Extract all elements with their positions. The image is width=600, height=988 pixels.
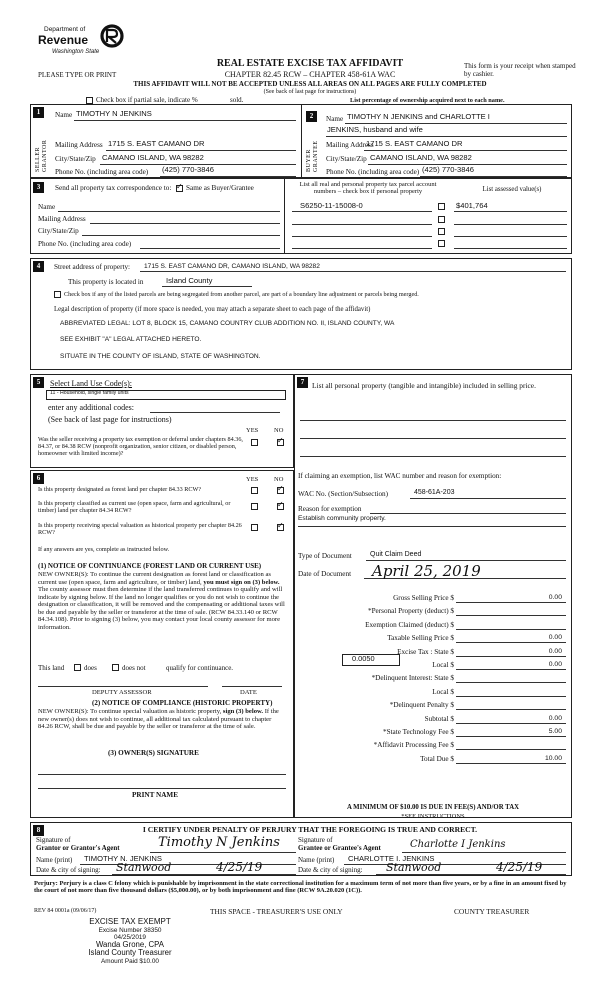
tax-row-value[interactable]: 10.00 — [544, 754, 562, 762]
wac-label: WAC No. (Section/Subsection) — [298, 490, 389, 498]
segregate-label: Check box if any of the listed parcels are being segregated from another parcel, are part of a boundary line adjustment or parcels being merged. — [64, 291, 419, 298]
print-name-label: PRINT NAME — [132, 791, 178, 799]
seller-name: TIMOTHY N JENKINS — [76, 109, 152, 118]
land-does-not-label: does not — [122, 664, 146, 672]
buyer-city-label: City/State/Zip — [326, 155, 367, 163]
owner-signature-label: (3) OWNER(S) SIGNATURE — [108, 749, 199, 757]
s3-phone-line — [140, 248, 280, 249]
forest-no-checkbox[interactable] — [277, 487, 284, 494]
buyer-addr-line — [364, 150, 567, 151]
reason-line-2 — [298, 526, 566, 527]
seller-city-label: City/State/Zip — [55, 155, 96, 163]
section-7-number: 7 — [297, 377, 308, 388]
current-use-no-checkbox[interactable] — [277, 503, 284, 510]
street-line — [140, 271, 566, 272]
county: Island County — [166, 276, 213, 285]
reason-label: Reason for exemption — [298, 505, 362, 513]
deputy-date-label: DATE — [240, 689, 257, 696]
grantor-name-label: Name (print) — [36, 856, 73, 864]
tax-row-label: Taxable Selling Price $ — [387, 634, 454, 643]
parcel-line-3 — [292, 236, 432, 237]
tax-row-line — [456, 629, 566, 630]
personal-property-line-1 — [300, 420, 566, 421]
grantor-sig-line — [150, 852, 296, 853]
form-warning: THIS AFFIDAVIT WILL NOT BE ACCEPTED UNLESS ALL AREAS ON ALL PAGES ARE FULLY COMPLETED — [133, 80, 487, 88]
section-2-number: 2 — [306, 111, 317, 122]
personal-property-checkbox-1[interactable] — [438, 203, 445, 210]
parcel-line-1 — [292, 211, 432, 212]
s5-no-header: NO — [274, 427, 284, 434]
logo-line3: Washington State — [52, 49, 100, 55]
send-correspondence-label: Send all property tax correspondence to: — [55, 184, 172, 192]
certify-statement: I CERTIFY UNDER PENALTY OF PERJURY THAT THE FOREGOING IS TRUE AND CORRECT. — [142, 825, 478, 834]
exemption-question: Was the seller receiving a property tax exemption or deferral under chapters 84.36, 84.37, or 84.38 RCW (nonprofit organization, senior citizen, or disabled person, homeowner with limited income)? — [38, 436, 243, 458]
personal-property-line-3 — [300, 456, 566, 457]
stamp-line-2: Excise Number 38350 — [98, 926, 162, 934]
doc-date: April 25, 2019 — [372, 562, 481, 580]
stamp-line-3: 04/25/2019 — [114, 933, 146, 941]
tax-row-line — [456, 602, 566, 603]
tax-row-label: *Delinquent Penalty $ — [389, 701, 454, 710]
buyer-name-line2 — [326, 136, 567, 137]
current-use-yes-checkbox[interactable] — [251, 503, 258, 510]
grantee-sig-line — [402, 852, 566, 853]
partial-sale-label: Check box if partial sale, indicate % — [96, 96, 198, 104]
department-logo — [38, 24, 130, 64]
buyer-name-1: TIMOTHY N JENKINS and CHARLOTTE I — [347, 112, 490, 121]
print-name-line — [38, 788, 286, 789]
tax-row-label: *Delinquent Interest: State $ — [371, 674, 454, 683]
grantor-name: TIMOTHY N. JENKINS — [84, 854, 162, 863]
exemption-intro: If claiming an exemption, list WAC number and reason for exemption: — [298, 472, 502, 480]
if-yes-note: If any answers are yes, complete as instructed below. — [38, 546, 170, 553]
assessed-header: List assessed value(s) — [482, 186, 542, 193]
seller-phone: (425) 770-3846 — [162, 165, 214, 174]
s5-yes-header: YES — [246, 427, 259, 434]
tax-row-line — [456, 736, 566, 737]
tax-row-label: *State Technology Fee $ — [382, 728, 454, 736]
notice-continuance-text — [38, 571, 288, 632]
grantee-city: Stanwood — [386, 861, 442, 874]
parcel-line-2 — [292, 224, 432, 225]
ownership-note: List percentage of ownership acquired next to each name. — [350, 97, 505, 104]
deputy-line — [38, 686, 208, 687]
buyer-name-label: Name — [326, 115, 344, 123]
tax-row-label: Local $ — [432, 687, 454, 696]
grantee-name-label: Name (print) — [298, 856, 335, 864]
section-1-number: 1 — [33, 107, 44, 118]
seller-addr-label: Mailing Address — [55, 141, 103, 149]
land-does-label: does — [84, 664, 97, 672]
grantee-signature: Charlotte I Jenkins — [410, 839, 506, 850]
tax-row-line — [456, 723, 566, 724]
tax-row-value[interactable]: 0.00 — [548, 647, 562, 655]
tax-row-value[interactable]: 0.00 — [548, 714, 562, 722]
assessed-value: $401,764 — [456, 201, 488, 210]
legal-line-1: ABBREVIATED LEGAL: LOT 8, BLOCK 15, CAMANO COUNTRY CLUB ADDITION NO. II, ISLAND COUNTY, WA — [60, 320, 395, 327]
this-land-label: This land — [38, 664, 65, 672]
personal-property-label: List all personal property (tangible and intangible) included in selling price. — [312, 381, 536, 390]
grantor-date-label: Date & city of signing: — [36, 866, 101, 874]
legal-line-2: SEE EXHIBIT "A" LEGAL ATTACHED HERETO. — [60, 336, 202, 343]
seller-side-label: SELLER GRANTOR — [35, 139, 48, 172]
tax-row-line — [456, 749, 566, 750]
revenue-logo-icon — [100, 24, 124, 48]
assessed-line-1 — [454, 211, 567, 212]
land-does-checkbox[interactable] — [74, 664, 81, 671]
buyer-address: 1715 S. EAST CAMANO DR — [366, 139, 463, 148]
please-type: PLEASE TYPE OR PRINT — [38, 71, 117, 79]
rev-number: REV 84 0001a (09/06/17) — [34, 908, 97, 914]
notice-compliance-c: If the new owner(s) does not wish to continue, all additional tax calculated pursuant to chapter 84.26 RCW, shall be due and payable by the seller or transferor at the time of sale. — [38, 708, 279, 731]
tax-row-line — [456, 696, 566, 697]
s5-see-back: (See back of last page for instructions) — [48, 415, 172, 424]
legal-line-3: SITUATE IN THE COUNTY OF ISLAND, STATE OF WASHINGTON. — [60, 353, 261, 360]
tax-row-line — [456, 642, 566, 643]
s3-city-line — [82, 235, 280, 236]
grantor-city: Stanwood — [116, 861, 172, 874]
notice-continuance-a: NEW OWNER(S): To continue the current designation as forest land or classification as current use (open space, farm and agriculture, or timber) land, — [38, 571, 271, 586]
county-treasurer: COUNTY TREASURER — [454, 907, 530, 916]
tax-row-label: Total Due $ — [420, 754, 454, 763]
notice-compliance-a: NEW OWNER(S): To continue special valuation as historic property, — [38, 708, 222, 715]
grantor-sig-label-b: Grantor or Grantor's Agent — [36, 844, 120, 852]
deputy-label: DEPUTY ASSESSOR — [92, 689, 152, 696]
tax-row-line — [456, 656, 566, 657]
wac-number: 458-61A-203 — [414, 489, 455, 496]
doc-type-line — [366, 560, 566, 561]
grantor-date: 4/25/19 — [216, 860, 263, 874]
doc-type: Quit Claim Deed — [370, 551, 422, 558]
section-3-divider — [284, 178, 285, 254]
notice-compliance-title: (2) NOTICE OF COMPLIANCE (HISTORIC PROPERTY) — [92, 699, 273, 707]
street-label: Street address of property: — [54, 263, 131, 271]
forest-yes-checkbox[interactable] — [251, 487, 258, 494]
legal-label: Legal description of property (if more space is needed, you may attach a separate sheet to each page of the affidavit) — [54, 306, 371, 313]
section-8-number: 8 — [33, 825, 44, 836]
parcel-number: S6250-11-15008-0 — [300, 201, 363, 210]
exemption-yes-checkbox[interactable] — [251, 439, 258, 446]
personal-property-checkbox-3[interactable] — [438, 228, 445, 235]
parcel-line-4 — [292, 248, 432, 249]
buyer-phone-label: Phone No. (including area code) — [326, 168, 420, 176]
notice-continuance-c: The county assessor must then determine if the land transferred continues to qualify and will indicate by signing below. If the land no longer qualifies or you do not wish to continue the designation or classification, it will be removed and the compensating or additional taxes will be due and payable by the seller or transferor at the time of sale. (RCW 84.33.140 or RCW 84.34.108). Prior to signing (3) below, you may contact your local county assessor for more information. — [38, 586, 285, 632]
exemption-no-checkbox[interactable] — [277, 439, 284, 446]
section-5-number: 5 — [33, 377, 44, 388]
historic-yes-checkbox[interactable] — [251, 524, 258, 531]
tax-row-label: Local $ — [432, 661, 454, 669]
seller-addr-line — [106, 150, 296, 151]
qualify-label: qualify for continuance. — [166, 664, 234, 672]
s3-addr-line — [90, 223, 280, 224]
seller-phone-label: Phone No. (including area code) — [55, 168, 149, 176]
s3-city-label: City/State/Zip — [38, 227, 79, 235]
buyer-side-label: BUYER GRANTEE — [306, 140, 319, 172]
tax-row-value[interactable]: 5.00 — [548, 728, 562, 735]
buyer-phone: (425) 770-3846 — [422, 165, 474, 174]
notice-compliance-text — [38, 708, 286, 731]
land-does-not-checkbox[interactable] — [112, 664, 119, 671]
s3-name-line — [58, 211, 280, 212]
logo-line2: Revenue — [38, 33, 89, 47]
tax-row-label: Gross Selling Price $ — [393, 594, 454, 602]
sold-label: sold. — [230, 96, 244, 104]
tax-row-value[interactable]: 0.00 — [548, 594, 562, 601]
tax-row-label: *Personal Property (deduct) $ — [367, 607, 454, 616]
segregate-checkbox[interactable] — [54, 291, 61, 298]
seller-name-label: Name — [55, 111, 73, 119]
same-as-buyer-label: Same as Buyer/Grantee — [186, 184, 254, 192]
s3-name-label: Name — [38, 203, 56, 211]
historic-no-checkbox[interactable] — [277, 524, 284, 531]
grantee-sig-label-b: Grantee or Grantee's Agent — [298, 844, 381, 852]
receipt-note: This form is your receipt when stamped by cashier. — [464, 62, 576, 79]
reason-value: Establish community property. — [298, 515, 386, 522]
seller-phone-line — [160, 176, 296, 177]
see-back-note: (See back of last page for instructions) — [263, 89, 357, 95]
doc-type-label: Type of Document — [298, 552, 352, 560]
grantee-date-label: Date & city of signing: — [298, 866, 363, 874]
additional-codes-label: enter any additional codes: — [48, 403, 134, 412]
perjury-notice — [34, 880, 568, 895]
s3-phone-label: Phone No. (including area code) — [38, 240, 132, 248]
same-as-buyer-checkbox[interactable] — [176, 185, 183, 192]
tax-row-label: *Affidavit Processing Fee $ — [373, 741, 454, 750]
partial-sale-checkbox[interactable] — [86, 97, 93, 104]
owner-signature-line — [38, 774, 286, 775]
tax-row-label: Subtotal $ — [424, 714, 454, 723]
grantor-sig-label-a: Signature of — [36, 836, 71, 844]
grantor-name-line — [80, 864, 296, 865]
buyer-name-2: JENKINS, husband and wife — [327, 125, 423, 134]
deputy-date-line — [222, 686, 282, 687]
street-address: 1715 S. EAST CAMANO DR, CAMANO ISLAND, WA 98282 — [144, 263, 320, 270]
section-4-number: 4 — [33, 261, 44, 272]
treasurer-space: THIS SPACE - TREASURER'S USE ONLY — [210, 907, 343, 916]
logo-line1: Department of — [44, 26, 86, 33]
tax-row-line — [456, 615, 566, 616]
buyer-phone-line — [420, 176, 567, 177]
see-instructions: *SEE INSTRUCTIONS — [401, 813, 465, 820]
doc-date-label: Date of Document — [298, 570, 352, 578]
treasurer-stamp — [60, 918, 200, 965]
current-use-question: Is this property classified as current use (open space, farm and agricultural, or timber) land per chapter 84.34 RCW? — [38, 500, 231, 515]
form-chapter: CHAPTER 82.45 RCW – CHAPTER 458-61A WAC — [224, 70, 396, 79]
s6-yes-header: YES — [246, 476, 259, 483]
personal-property-line-2 — [300, 438, 566, 439]
seller-name-line — [74, 120, 296, 121]
s6-no-header: NO — [274, 476, 284, 483]
reason-line — [370, 513, 566, 514]
buyer-city: CAMANO ISLAND, WA 98282 — [370, 153, 472, 162]
notice-continuance-title: (1) NOTICE OF CONTINUANCE (FOREST LAND OR CURRENT USE) — [38, 562, 262, 570]
tax-row-label: Exemption Claimed (deduct) $ — [365, 620, 454, 629]
historic-question: Is this property receiving special valuation as historical property per chapter 84.26 RCW? — [38, 522, 242, 537]
assessed-line-2 — [454, 224, 567, 225]
forest-question: Is this property designated as forest land per chapter 84.33 RCW? — [38, 486, 202, 493]
assessed-line-4 — [454, 248, 567, 249]
located-label: This property is located in — [68, 278, 144, 286]
seller-address: 1715 S. EAST CAMANO DR — [108, 139, 205, 148]
party-divider — [301, 104, 302, 178]
form-title: REAL ESTATE EXCISE TAX AFFIDAVIT — [216, 58, 404, 69]
grantee-date: 4/25/19 — [496, 860, 543, 874]
personal-property-checkbox-2[interactable] — [438, 216, 445, 223]
tax-row-line — [456, 682, 566, 683]
local-rate: 0.0050 — [352, 654, 375, 663]
wac-line — [410, 498, 566, 499]
grantee-name: CHARLOTTE I. JENKINS — [348, 854, 435, 863]
additional-codes-line — [150, 412, 280, 413]
notice-compliance-b: sign (3) below. — [222, 708, 264, 715]
tax-row-line — [456, 669, 566, 670]
stamp-line-1: EXCISE TAX EXEMPT — [89, 917, 171, 926]
tax-row-line — [456, 709, 566, 710]
grantee-sig-label-a: Signature of — [298, 836, 333, 844]
assessed-line-3 — [454, 236, 567, 237]
s3-addr-label: Mailing Address — [38, 215, 86, 223]
notice-continuance-b: you must sign on (3) below. — [203, 578, 280, 586]
perjury-text: Perjury: Perjury is a class C felony which is punishable by imprisonment in the state correctional institution for a maximum term of not more than five years, or by a fine in an amount fixed by the court of not more than five thousand dollars ($5,000.00), or by both imprisonment and fine (RCW 9A.20.020 (1C)). — [34, 880, 567, 895]
stamp-line-4: Wanda Grone, CPA — [95, 939, 165, 949]
section-3-number: 3 — [33, 182, 44, 193]
county-line — [162, 286, 252, 287]
minimum-due-note: A MINIMUM OF $10.00 IS DUE IN FEE(S) AND/OR TAX — [346, 804, 520, 811]
section-6-number: 6 — [33, 473, 44, 484]
grantor-signature: Timothy N Jenkins — [158, 835, 280, 850]
stamp-line-5: Island County Treasurer — [88, 948, 172, 958]
buyer-name-line1 — [345, 123, 567, 124]
tax-row-value[interactable]: 0.00 — [548, 634, 562, 642]
land-use-title: Select Land Use Code(s): — [50, 379, 132, 388]
buyer-addr-label: Mailing Address — [326, 141, 374, 149]
tax-row-label: Excise Tax : State $ — [397, 647, 454, 656]
parcel-header: List all real and personal property tax parcel account numbers – check box if personal property — [299, 181, 437, 196]
land-use-code: 11 - Household, single family units — [50, 390, 129, 396]
tax-row-line — [456, 763, 566, 764]
tax-row-value[interactable]: 0.00 — [548, 661, 562, 668]
seller-city: CAMANO ISLAND, WA 98282 — [102, 153, 204, 162]
personal-property-checkbox-4[interactable] — [438, 240, 445, 247]
stamp-line-6: Amount Paid $10.00 — [101, 958, 159, 966]
